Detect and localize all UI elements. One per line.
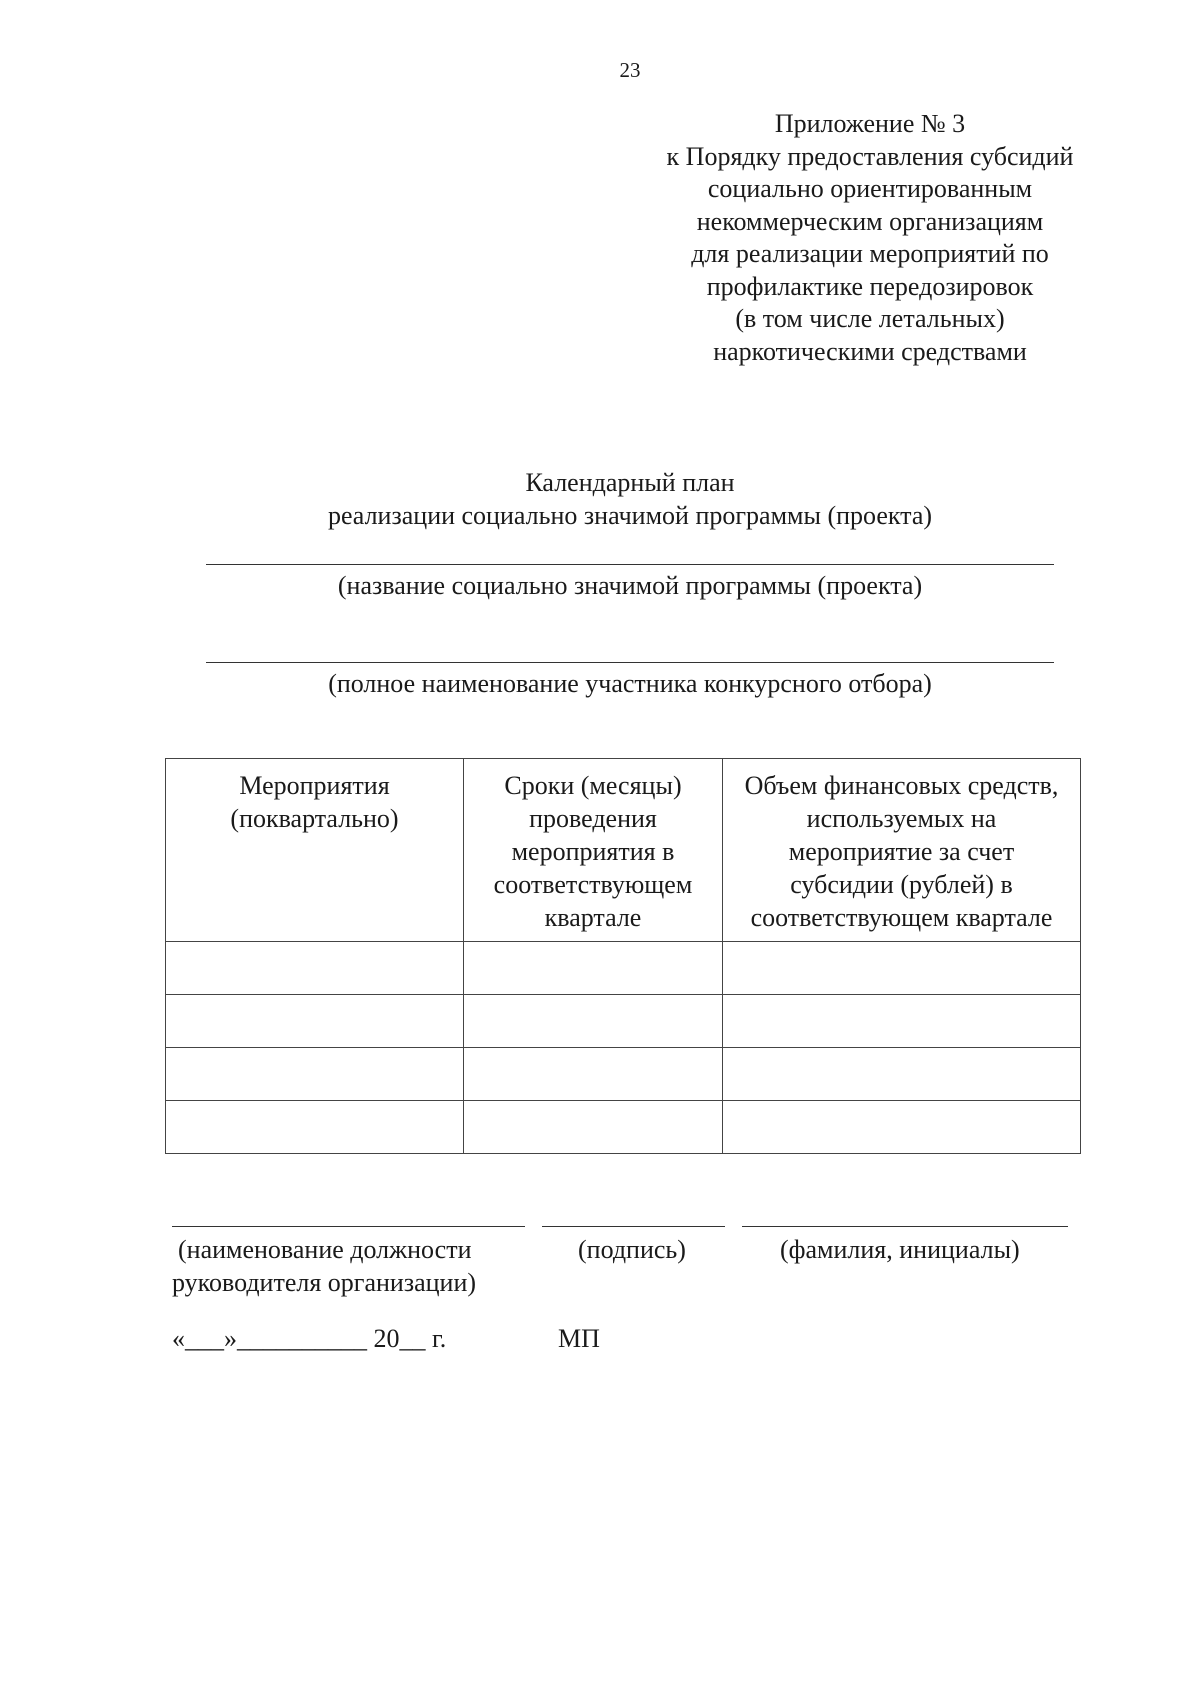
appendix-line: для реализации мероприятий по — [691, 239, 1049, 268]
table-cell[interactable] — [166, 1101, 464, 1154]
header-text: проведения — [529, 804, 657, 833]
participant-name-blank[interactable] — [206, 662, 1054, 663]
title-line-1: Календарный план — [525, 468, 735, 497]
table-row — [166, 995, 1081, 1048]
header-text: квартале — [544, 903, 642, 932]
header-text: Сроки (месяцы) — [504, 771, 682, 800]
position-caption-line-1: (наименование должности — [178, 1235, 472, 1264]
page-number: 23 — [619, 58, 641, 82]
table-cell[interactable] — [166, 1048, 464, 1101]
header-text: соответствующем квартале — [750, 903, 1053, 932]
table-row — [166, 1048, 1081, 1101]
header-text: используемых на — [806, 804, 997, 833]
date-line[interactable]: «___»__________ 20__ г. — [172, 1324, 447, 1353]
appendix-line: профилактике передозировок — [706, 271, 1034, 301]
appendix-line: Приложение № 3 — [774, 109, 966, 138]
header-funding — [723, 759, 1081, 942]
appendix-line: социально ориентированным — [707, 174, 1033, 203]
header-terms — [464, 759, 723, 942]
appendix-line: некоммерческим организациям — [696, 206, 1044, 236]
header-text: Мероприятия — [239, 771, 390, 800]
calendar-plan-table — [165, 758, 1081, 1154]
table-cell[interactable] — [464, 1101, 723, 1154]
table-cell[interactable] — [166, 942, 464, 995]
program-name-blank[interactable] — [206, 564, 1054, 565]
stamp-placeholder: МП — [558, 1324, 600, 1353]
position-caption-line-2: руководителя организации) — [172, 1268, 477, 1297]
name-signature-line[interactable] — [742, 1226, 1068, 1227]
header-text: (поквартально) — [230, 804, 399, 833]
appendix-header — [620, 108, 1120, 368]
table-cell[interactable] — [723, 1048, 1081, 1101]
table-cell[interactable] — [723, 995, 1081, 1048]
table-row — [166, 942, 1081, 995]
table-cell[interactable] — [723, 1101, 1081, 1154]
program-name-caption: (название социально значимой программы (проекта) — [337, 571, 923, 600]
name-caption: (фамилия, инициалы) — [780, 1235, 1020, 1264]
table-cell[interactable] — [464, 1048, 723, 1101]
table-row — [166, 1101, 1081, 1154]
header-text: субсидии (рублей) в — [790, 870, 1013, 899]
position-signature-line[interactable] — [172, 1226, 525, 1227]
appendix-line: к Порядку предоставления субсидий — [666, 141, 1074, 171]
table-cell[interactable] — [166, 995, 464, 1048]
header-events — [166, 759, 464, 942]
title-line-2: реализации социально значимой программы (проекта) — [327, 501, 933, 530]
signature-caption: (подпись) — [578, 1235, 686, 1264]
table-cell[interactable] — [723, 942, 1081, 995]
header-text: мероприятие за счет — [788, 837, 1015, 866]
header-text: мероприятия в — [511, 837, 675, 866]
appendix-line: (в том числе летальных) — [735, 304, 1005, 333]
document-title — [0, 466, 1200, 532]
header-text: Объем финансовых средств, — [744, 771, 1059, 800]
appendix-line: наркотическими средствами — [713, 336, 1027, 366]
table-cell[interactable] — [464, 995, 723, 1048]
table-cell[interactable] — [464, 942, 723, 995]
signature-line[interactable] — [542, 1226, 725, 1227]
header-text: соответствующем — [493, 870, 693, 899]
table-header-row — [166, 759, 1081, 942]
participant-name-caption: (полное наименование участника конкурсного отбора) — [328, 669, 932, 698]
